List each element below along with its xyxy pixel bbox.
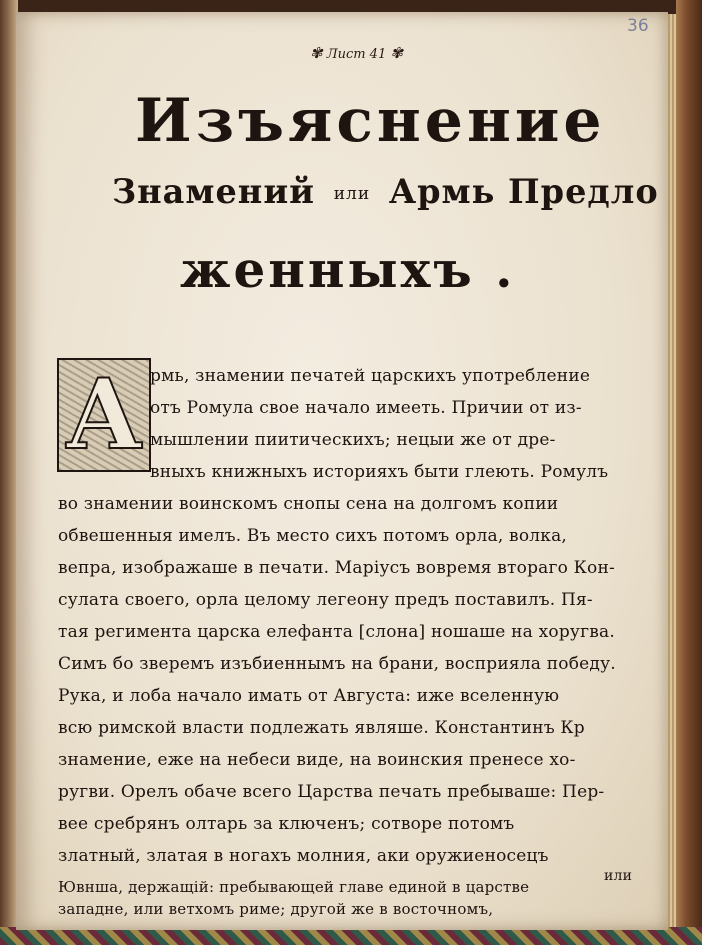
title-line-2-main: Знамений [112,172,316,211]
running-head-text: Лист 41 [326,47,387,62]
body-line: отъ Ромула свое начало имееть. Причии от из- [150,398,582,418]
drop-cap-letter: А [64,358,144,471]
body-line: тая регимента царска елефанта [слона] ношаше на хоругва. [58,622,615,642]
body-line: во знамении воинскомъ снопы сена на долгомъ копии [58,494,559,514]
drop-cap-initial [57,358,151,472]
title-line-3: женныхъ . [180,240,516,299]
body-line: златный, златая в ногахъ молния, аки оружиеносецъ [58,846,549,866]
title-line-2-connector: или [333,184,371,204]
body-line: Ювнша, держащiй: пребывающей главе единой в царстве [58,878,530,896]
body-line: вепра, изображаше в печати. Марiусъ вовремя втораго Кон- [58,558,615,578]
body-line: вныхъ книжныхъ историяхъ быти глеють. Ромулъ [150,462,609,482]
body-line: ругви. Орелъ обаче всего Царства печать пребываше: Пер- [58,782,605,802]
body-line: всю римской власти подлежать являше. Константинъ Кр [58,718,585,738]
body-line: рмь, знамении печатей царскихъ употребление [150,366,591,386]
title-line-2 [112,172,659,211]
ornament-right-icon: ✾ [390,44,403,62]
body-line: вее сребрянъ олтарь за ключенъ; сотворе потомъ [58,814,515,834]
body-line: обвешенныя имелъ. Въ место сихъ потомъ орла, волка, [58,526,568,546]
body-line: Рука, и лоба начало имать от Августа: иже вселенную [58,686,560,706]
title-line-1: Изъяснение [135,86,606,156]
body-line: Симъ бо зверемъ изъбиеннымъ на брани, восприяла победу. [58,654,616,674]
title-line-2-end: Армь Предло [388,172,659,211]
body-line: западне, или ветхомъ риме; другой же в восточномъ, [58,900,494,918]
running-head [310,44,403,62]
body-line: знамение, еже на небеси виде, на воинския пренесе хо- [58,750,576,770]
ornament-left-icon: ✾ [310,44,323,62]
body-line: мышлении пиитическихъ; нецыи же от дре- [150,430,556,450]
catchword: или [604,868,633,884]
book-cover-edge [676,0,702,945]
body-line: сулата своего, орла целому легеону предъ поставилъ. Пя- [58,590,593,610]
page-number: 36 [627,16,649,36]
